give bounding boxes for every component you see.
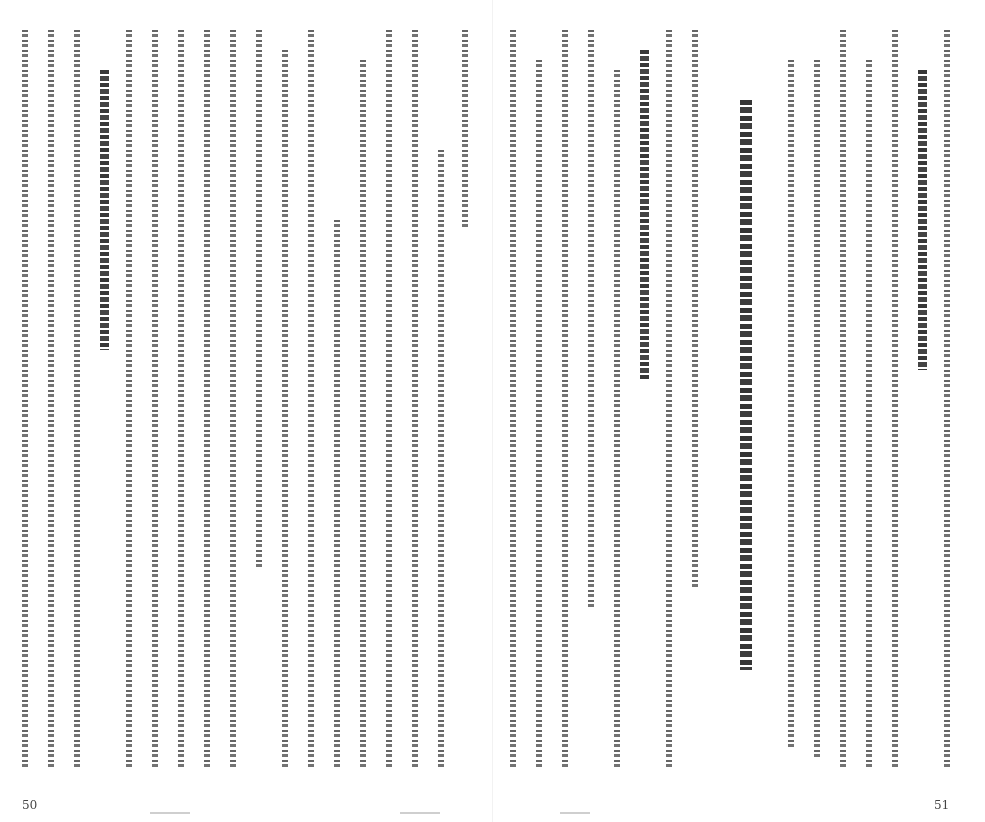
text-column xyxy=(614,70,620,770)
text-column xyxy=(788,60,794,750)
section-heading-column xyxy=(918,70,927,370)
page-number-right: 51 xyxy=(934,798,950,812)
text-column xyxy=(510,30,516,770)
section-heading-column xyxy=(100,70,109,350)
text-column xyxy=(438,150,444,770)
chapter-title-column xyxy=(740,100,752,670)
scan-mark xyxy=(150,812,190,814)
text-column xyxy=(74,30,80,770)
left-page xyxy=(14,30,484,790)
text-column xyxy=(412,30,418,770)
left-text-columns xyxy=(14,30,484,790)
text-column xyxy=(152,30,158,770)
text-column xyxy=(462,30,468,230)
text-column xyxy=(692,30,698,590)
text-column xyxy=(22,30,28,770)
text-column xyxy=(944,30,950,770)
section-heading-column xyxy=(640,50,649,380)
text-column xyxy=(892,30,898,770)
text-column xyxy=(204,30,210,770)
text-column xyxy=(178,30,184,770)
text-column xyxy=(230,30,236,770)
text-column xyxy=(360,60,366,770)
page-gutter xyxy=(492,0,493,822)
text-column xyxy=(866,60,872,770)
text-column xyxy=(308,30,314,770)
text-column xyxy=(256,30,262,570)
text-column xyxy=(536,60,542,770)
scan-mark xyxy=(400,812,440,814)
text-column xyxy=(666,30,672,770)
text-column xyxy=(48,30,54,770)
text-column xyxy=(334,220,340,770)
page-number-left: 50 xyxy=(22,798,38,812)
scan-mark xyxy=(560,812,590,814)
right-text-columns xyxy=(500,30,970,790)
text-column xyxy=(562,30,568,770)
right-page xyxy=(500,30,970,790)
text-column xyxy=(386,30,392,770)
text-column xyxy=(814,60,820,760)
text-column xyxy=(588,30,594,610)
text-column xyxy=(840,30,846,770)
text-column xyxy=(126,30,132,770)
text-column xyxy=(282,50,288,770)
